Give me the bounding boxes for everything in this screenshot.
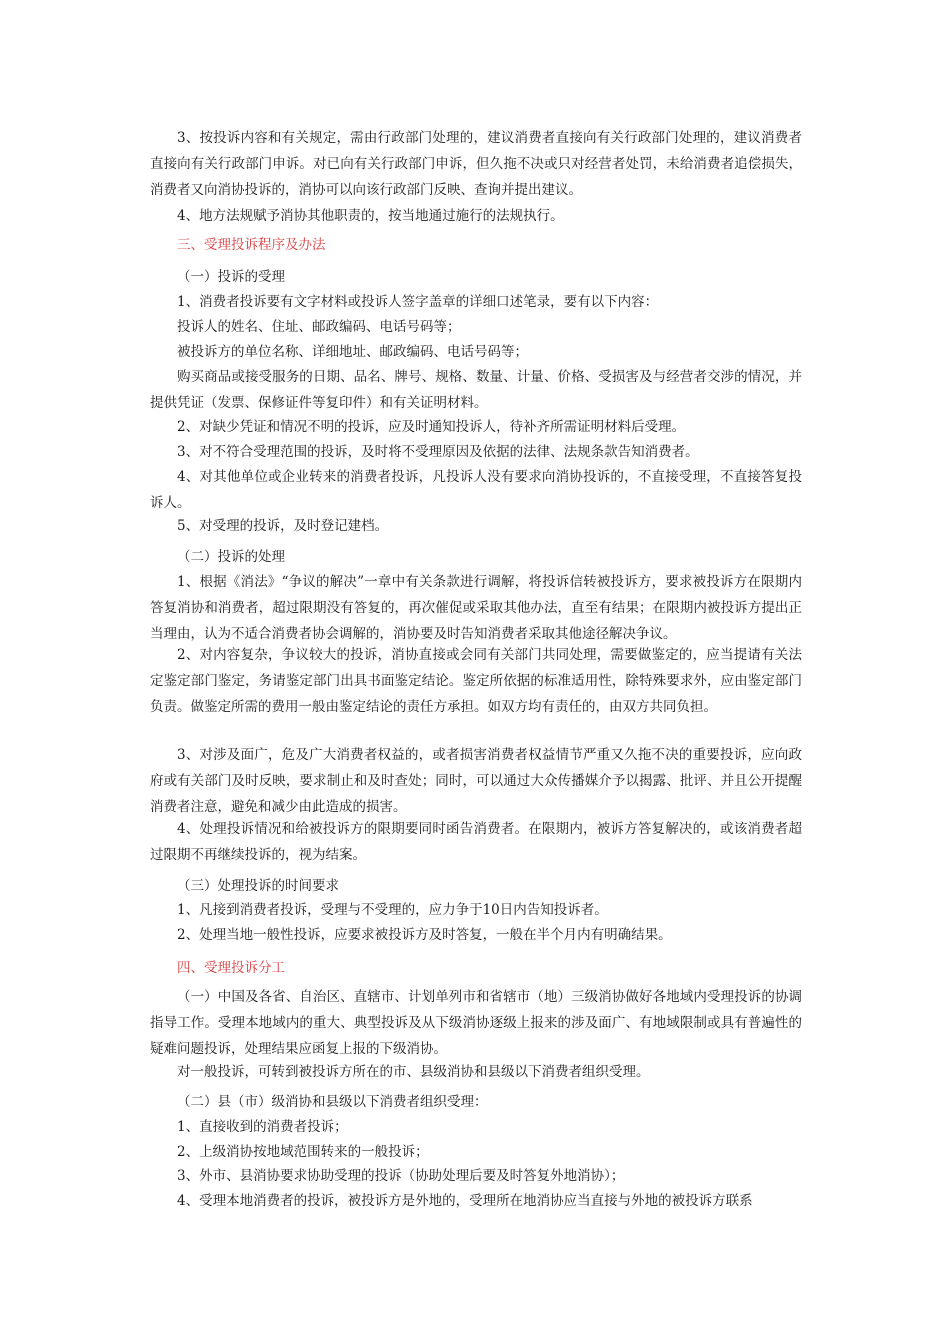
paragraph: （一）中国及各省、自治区、直辖市、计划单列市和省辖市（地）三级消协做好各地域内受理投诉的协调指导工作。受理本地域内的重大、典型投诉及从下级消协逐级上报来的涉及面广、有地域限制或具有普遍性的疑难问题投诉，处理结果应函复上报的下级消协。 [150,989,802,1057]
paragraph: 3、对不符合受理范围的投诉，及时将不受理原因及依据的法律、法规条款告知消费者。 [177,444,699,460]
paragraph: 1、凡接到消费者投诉，受理与不受理的，应力争于10日内告知投诉者。 [177,902,608,918]
paragraph: 3、对涉及面广，危及广大消费者权益的，或者损害消费者权益情节严重又久拖不决的重要投诉，应向政府或有关部门及时反映，要求制止和及时查处；同时，可以通过大众传播媒介予以揭露、批评、并且公开提醒消费者注意，避免和减少由此造成的损害。 [150,747,802,815]
paragraph: 2、上级消协按地域范围转来的一般投诉； [177,1144,429,1160]
subsection-heading: （二）投诉的处理 [177,549,285,565]
paragraph: 4、受理本地消费者的投诉，被投诉方是外地的，受理所在地消协应当直接与外地的被投诉方联系 [177,1193,753,1209]
subsection-heading: （三）处理投诉的时间要求 [177,878,339,894]
paragraph: 2、对内容复杂，争议较大的投诉，消协直接或会同有关部门共同处理，需要做鉴定的，应当提请有关法定鉴定部门鉴定，务请鉴定部门出具书面鉴定结论。鉴定所依据的标准适用性，除特殊要求外，应由鉴定部门负责。做鉴定所需的费用一般由鉴定结论的责任方承担。如双方均有责任的，由双方共同负担。 [150,647,802,715]
paragraph: 1、根据《消法》“争议的解决”一章中有关条款进行调解，将投诉信转被投诉方，要求被投诉方在限期内答复消协和消费者，超过限期没有答复的，再次催促或采取其他办法，直至有结果；在限期内被投诉方提出正当理由，认为不适合消费者协会调解的，消协要及时告知消费者采取其他途径解决争议。 [150,574,802,642]
paragraph: 4、对其他单位或企业转来的消费者投诉，凡投诉人没有要求向消协投诉的，不直接受理，不直接答复投诉人。 [150,469,802,511]
paragraph: 对一般投诉，可转到被投诉方所在的市、县级消协和县级以下消费者组织受理。 [177,1064,650,1080]
paragraph: 购买商品或接受服务的日期、品名、牌号、规格、数量、计量、价格、受损害及与经营者交涉的情况，并提供凭证（发票、保修证件等复印件）和有关证明材料。 [150,369,802,411]
paragraph: 2、处理当地一般性投诉，应要求被投诉方及时答复，一般在半个月内有明确结果。 [177,927,672,943]
subsection-heading: （二）县（市）级消协和县级以下消费者组织受理： [177,1094,488,1110]
paragraph: 1、消费者投诉要有文字材料或投诉人签字盖章的详细口述笔录，要有以下内容： [177,294,659,310]
paragraph: 5、对受理的投诉，及时登记建档。 [177,518,389,534]
paragraph: 投诉人的姓名、住址、邮政编码、电话号码等； [177,319,461,335]
section-heading: 三、受理投诉程序及办法 [177,237,326,253]
paragraph: 4、处理投诉情况和给被投诉方的限期要同时函告消费者。在限期内，被诉方答复解决的，或该消费者超过限期不再继续投诉的，视为结案。 [150,821,802,863]
paragraph: 3、按投诉内容和有关规定，需由行政部门处理的，建议消费者直接向有关行政部门处理的，建议消费者直接向有关行政部门申诉。对已向有关行政部门申诉，但久拖不决或只对经营者处罚，未给消费者追偿损失，消费者又向消协投诉的，消协可以向该行政部门反映、查询并提出建议。 [150,130,802,198]
paragraph: 被投诉方的单位名称、详细地址、邮政编码、电话号码等； [177,344,528,360]
paragraph: 4、地方法规赋予消协其他职责的，按当地通过施行的法规执行。 [177,208,564,224]
paragraph: 3、外市、县消协要求协助受理的投诉（协助处理后要及时答复外地消协）； [177,1168,625,1184]
section-heading: 四、受理投诉分工 [177,960,285,976]
paragraph: 2、对缺少凭证和情况不明的投诉，应及时通知投诉人，待补齐所需证明材料后受理。 [177,419,686,435]
paragraph: 1、直接收到的消费者投诉； [177,1119,348,1135]
subsection-heading: （一）投诉的受理 [177,269,285,285]
